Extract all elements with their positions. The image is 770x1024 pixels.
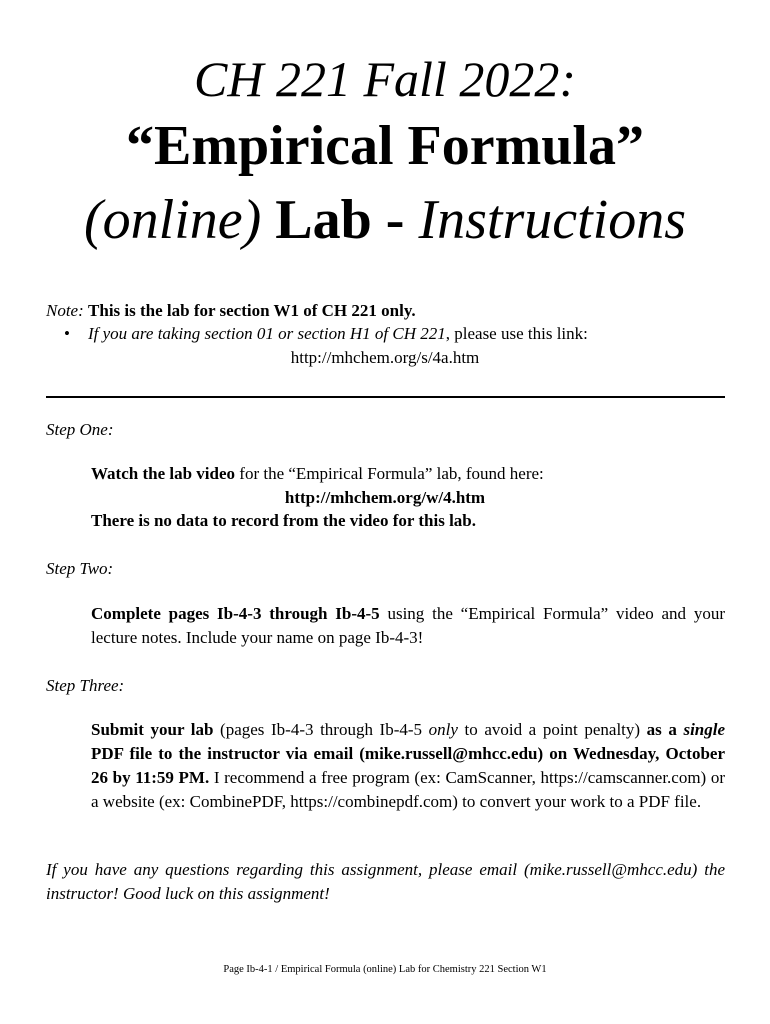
step-three-text-2: to avoid a point penalty) bbox=[457, 720, 647, 739]
bullet-icon: • bbox=[64, 324, 70, 343]
step-one-text bbox=[91, 462, 544, 486]
closing-text: If you have any questions regarding this assignment, please email (mike.russell@mhcc.edu) the instructor! Good luck on this assignment! bbox=[46, 860, 725, 903]
title-lab: Lab - bbox=[275, 189, 419, 251]
step-three-text bbox=[91, 718, 725, 814]
step-three-italic: only bbox=[428, 720, 458, 739]
step-three-bold-1: Submit your lab bbox=[91, 720, 214, 739]
bullet-italic: If you are taking section 01 or section H1 of CH 221 bbox=[88, 324, 446, 343]
page-footer: Page Ib-4-1 / Empirical Formula (online) Lab for Chemistry 221 Section W1 bbox=[223, 964, 547, 975]
video-link[interactable]: http://mhchem.org/w/4.htm bbox=[284, 488, 486, 507]
step-three-bold-2: as a bbox=[646, 720, 684, 739]
step-two-heading: Step Two: bbox=[46, 559, 114, 578]
step-one-note: There is no data to record from the video for this lab. bbox=[91, 511, 476, 530]
section-link[interactable]: http://mhchem.org/s/4a.htm bbox=[290, 348, 480, 367]
step-two-rest: using the “Empirical Formula” video and your lecture notes. Include your name on page Ib-4-3! bbox=[91, 604, 725, 647]
step-three-bold-3: PDF file to the instructor via email (mike.russell@mhcc.edu) on Wednesday, October 26 by 11:59 PM. bbox=[91, 744, 725, 787]
title-line-1: CH 221 Fall 2022: bbox=[194, 51, 576, 107]
step-three-text-3: I recommend a free program (ex: CamScanner, https://camscanner.com) or a website (ex: CombinePDF, https://combinepdf.com) to convert your work to a PDF file. bbox=[91, 768, 725, 811]
step-two-bold: Complete pages Ib-4-3 through Ib-4-5 bbox=[91, 604, 380, 623]
step-one-heading: Step One: bbox=[46, 420, 114, 439]
title-line-3 bbox=[0, 190, 770, 252]
note bbox=[46, 299, 416, 323]
bullet-rest: , please use this link: bbox=[445, 324, 588, 343]
note-label: Note: bbox=[46, 301, 89, 320]
title-online: (online) bbox=[84, 189, 276, 251]
step-one-rest: for the “Empirical Formula” lab, found here: bbox=[235, 464, 544, 483]
note-bullet bbox=[64, 322, 588, 346]
step-two-text bbox=[91, 602, 725, 650]
title-line-2: “Empirical Formula” bbox=[126, 115, 644, 177]
divider bbox=[46, 396, 725, 398]
step-three-text-1: (pages Ib-4-3 through Ib-4-5 bbox=[213, 720, 429, 739]
note-text: This is the lab for section W1 of CH 221 only. bbox=[88, 301, 416, 320]
title-instructions: Instructions bbox=[418, 189, 686, 251]
step-three-bold-italic: single bbox=[683, 720, 726, 739]
step-one-bold: Watch the lab video bbox=[91, 464, 236, 483]
step-three-heading: Step Three: bbox=[46, 676, 125, 695]
